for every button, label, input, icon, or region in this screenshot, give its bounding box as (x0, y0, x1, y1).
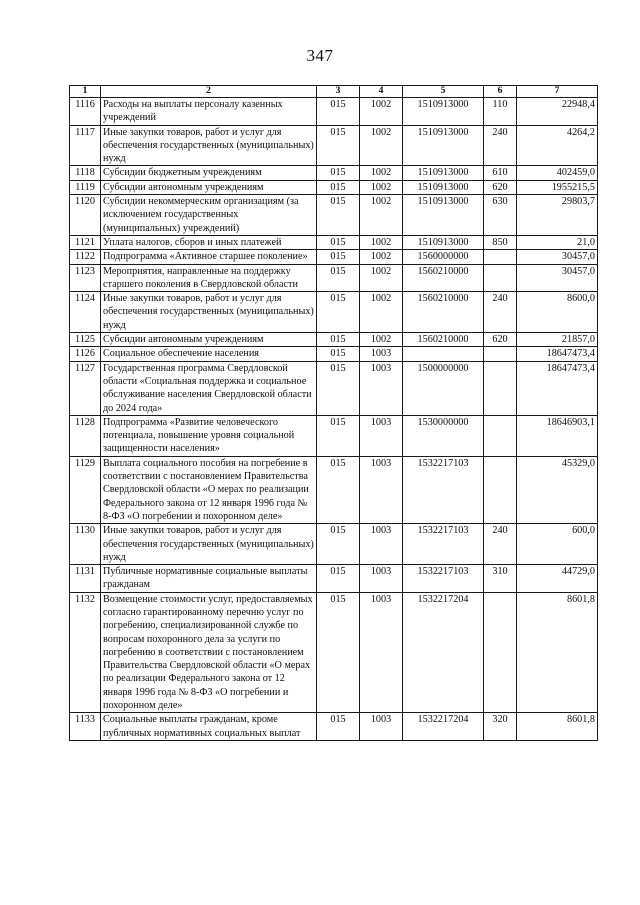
target-article-code: 1510913000 (403, 98, 484, 126)
target-article-code: 1510913000 (403, 125, 484, 166)
row-number: 1116 (70, 98, 101, 126)
section-code: 1002 (360, 125, 403, 166)
ministry-code: 015 (317, 250, 360, 264)
ministry-code: 015 (317, 264, 360, 292)
ministry-code: 015 (317, 333, 360, 347)
expense-name: Иные закупки товаров, работ и услуг для обеспечения государственных (муниципальных) нужд (101, 524, 317, 565)
ministry-code: 015 (317, 235, 360, 249)
row-number: 1127 (70, 361, 101, 415)
expense-type-code: 620 (484, 333, 517, 347)
row-number: 1133 (70, 713, 101, 741)
ministry-code: 015 (317, 292, 360, 333)
expense-name: Расходы на выплаты персоналу казенных учреждений (101, 98, 317, 126)
table-body (70, 98, 598, 741)
ministry-code: 015 (317, 166, 360, 180)
expense-name: Уплата налогов, сборов и иных платежей (101, 235, 317, 249)
expense-type-code (484, 361, 517, 415)
amount: 29803,7 (517, 195, 598, 236)
expense-name: Государственная программа Свердловской области «Социальная поддержка и социальное обслуживание населения Свердловской области до 2024 года» (101, 361, 317, 415)
target-article-code: 1530000000 (403, 415, 484, 456)
section-code: 1002 (360, 333, 403, 347)
ministry-code: 015 (317, 98, 360, 126)
expense-name: Социальное обеспечение населения (101, 347, 317, 361)
row-number: 1131 (70, 565, 101, 593)
row-number: 1126 (70, 347, 101, 361)
expense-type-code (484, 347, 517, 361)
expense-name: Субсидии автономным учреждениям (101, 180, 317, 194)
expense-type-code (484, 592, 517, 713)
row-number: 1124 (70, 292, 101, 333)
table-row (70, 195, 598, 236)
ministry-code: 015 (317, 592, 360, 713)
amount: 8601,8 (517, 713, 598, 741)
target-article-code: 1532217103 (403, 524, 484, 565)
expense-type-code: 310 (484, 565, 517, 593)
amount: 8601,8 (517, 592, 598, 713)
table-row (70, 166, 598, 180)
section-code: 1003 (360, 524, 403, 565)
amount: 45329,0 (517, 456, 598, 523)
row-number: 1118 (70, 166, 101, 180)
table-row (70, 415, 598, 456)
amount: 402459,0 (517, 166, 598, 180)
section-code: 1002 (360, 166, 403, 180)
section-code: 1002 (360, 292, 403, 333)
table-row (70, 180, 598, 194)
ministry-code: 015 (317, 125, 360, 166)
expense-name: Подпрограмма «Активное старшее поколение» (101, 250, 317, 264)
amount: 21857,0 (517, 333, 598, 347)
expense-type-code: 610 (484, 166, 517, 180)
expense-name: Субсидии бюджетным учреждениям (101, 166, 317, 180)
amount: 1955215,5 (517, 180, 598, 194)
target-article-code: 1532217103 (403, 456, 484, 523)
section-code: 1002 (360, 180, 403, 194)
row-number: 1130 (70, 524, 101, 565)
expense-name: Иные закупки товаров, работ и услуг для обеспечения государственных (муниципальных) нужд (101, 292, 317, 333)
expense-type-code (484, 264, 517, 292)
page-number: 347 (306, 46, 334, 65)
col-header-5: 5 (403, 86, 484, 98)
row-number: 1121 (70, 235, 101, 249)
target-article-code: 1532217204 (403, 592, 484, 713)
section-code: 1002 (360, 98, 403, 126)
target-article-code: 1560210000 (403, 292, 484, 333)
expense-name: Мероприятия, направленные на поддержку старшего поколения в Свердловской области (101, 264, 317, 292)
section-code: 1002 (360, 235, 403, 249)
row-number: 1125 (70, 333, 101, 347)
expense-name: Социальные выплаты гражданам, кроме публичных нормативных социальных выплат (101, 713, 317, 741)
amount: 30457,0 (517, 250, 598, 264)
col-header-1: 1 (70, 86, 101, 98)
section-code: 1003 (360, 347, 403, 361)
table-row (70, 250, 598, 264)
expense-name: Возмещение стоимости услуг, предоставляемых согласно гарантированному перечню услуг по погребению, специализированной службе по вопросам похоронного дела за услуги по погребению в соответствии с постановлением Правительства Свердловской области «О мерах по реализации Федерального закона от 12 января 1996 года № 8-ФЗ «О погребении и похоронном деле» (101, 592, 317, 713)
header-row (70, 86, 598, 98)
table-row (70, 264, 598, 292)
table-row (70, 333, 598, 347)
target-article-code: 1510913000 (403, 166, 484, 180)
budget-table (69, 85, 598, 741)
target-article-code (403, 347, 484, 361)
row-number: 1122 (70, 250, 101, 264)
table-row (70, 98, 598, 126)
col-header-4: 4 (360, 86, 403, 98)
expense-type-code (484, 415, 517, 456)
target-article-code: 1510913000 (403, 195, 484, 236)
amount: 600,0 (517, 524, 598, 565)
amount: 44729,0 (517, 565, 598, 593)
table-row (70, 456, 598, 523)
table-row (70, 347, 598, 361)
amount: 18646903,1 (517, 415, 598, 456)
section-code: 1003 (360, 713, 403, 741)
amount: 18647473,4 (517, 361, 598, 415)
ministry-code: 015 (317, 713, 360, 741)
row-number: 1123 (70, 264, 101, 292)
ministry-code: 015 (317, 347, 360, 361)
table-row (70, 235, 598, 249)
expense-name: Выплата социального пособия на погребение в соответствии с постановлением Правительства Свердловской области «О мерах по реализации Федерального закона от 12 января 1996 года № 8-ФЗ «О погребении и похоронном деле» (101, 456, 317, 523)
table-row (70, 125, 598, 166)
section-code: 1003 (360, 565, 403, 593)
target-article-code: 1510913000 (403, 180, 484, 194)
expense-name: Субсидии некоммерческим организациям (за исключением государственных (муниципальных) учреждений) (101, 195, 317, 236)
section-code: 1002 (360, 250, 403, 264)
amount: 22948,4 (517, 98, 598, 126)
expense-type-code: 110 (484, 98, 517, 126)
expense-type-code (484, 456, 517, 523)
row-number: 1117 (70, 125, 101, 166)
expense-name: Подпрограмма «Развитие человеческого потенциала, повышение уровня социальной защищенности населения» (101, 415, 317, 456)
row-number: 1132 (70, 592, 101, 713)
expense-type-code: 320 (484, 713, 517, 741)
target-article-code: 1510913000 (403, 235, 484, 249)
ministry-code: 015 (317, 361, 360, 415)
amount: 8600,0 (517, 292, 598, 333)
ministry-code: 015 (317, 180, 360, 194)
target-article-code: 1532217103 (403, 565, 484, 593)
col-header-7: 7 (517, 86, 598, 98)
section-code: 1003 (360, 456, 403, 523)
amount: 30457,0 (517, 264, 598, 292)
row-number: 1129 (70, 456, 101, 523)
table-row (70, 713, 598, 741)
row-number: 1120 (70, 195, 101, 236)
section-code: 1003 (360, 361, 403, 415)
target-article-code: 1560000000 (403, 250, 484, 264)
expense-type-code: 240 (484, 524, 517, 565)
ministry-code: 015 (317, 524, 360, 565)
ministry-code: 015 (317, 456, 360, 523)
expense-name: Иные закупки товаров, работ и услуг для обеспечения государственных (муниципальных) нужд (101, 125, 317, 166)
table-row (70, 592, 598, 713)
expense-type-code: 240 (484, 125, 517, 166)
section-code: 1002 (360, 195, 403, 236)
target-article-code: 1560210000 (403, 333, 484, 347)
expense-type-code: 850 (484, 235, 517, 249)
ministry-code: 015 (317, 195, 360, 236)
col-header-2: 2 (101, 86, 317, 98)
table-row (70, 565, 598, 593)
expense-name: Публичные нормативные социальные выплаты гражданам (101, 565, 317, 593)
row-number: 1119 (70, 180, 101, 194)
col-header-6: 6 (484, 86, 517, 98)
target-article-code: 1560210000 (403, 264, 484, 292)
expense-name: Субсидии автономным учреждениям (101, 333, 317, 347)
section-code: 1003 (360, 415, 403, 456)
expense-type-code: 620 (484, 180, 517, 194)
ministry-code: 015 (317, 565, 360, 593)
target-article-code: 1532217204 (403, 713, 484, 741)
expense-type-code: 240 (484, 292, 517, 333)
table-row (70, 292, 598, 333)
amount: 18647473,4 (517, 347, 598, 361)
amount: 4264,2 (517, 125, 598, 166)
section-code: 1003 (360, 592, 403, 713)
amount: 21,0 (517, 235, 598, 249)
target-article-code: 1500000000 (403, 361, 484, 415)
expense-type-code: 630 (484, 195, 517, 236)
table-row (70, 361, 598, 415)
ministry-code: 015 (317, 415, 360, 456)
table-row (70, 524, 598, 565)
col-header-3: 3 (317, 86, 360, 98)
expense-type-code (484, 250, 517, 264)
section-code: 1002 (360, 264, 403, 292)
row-number: 1128 (70, 415, 101, 456)
